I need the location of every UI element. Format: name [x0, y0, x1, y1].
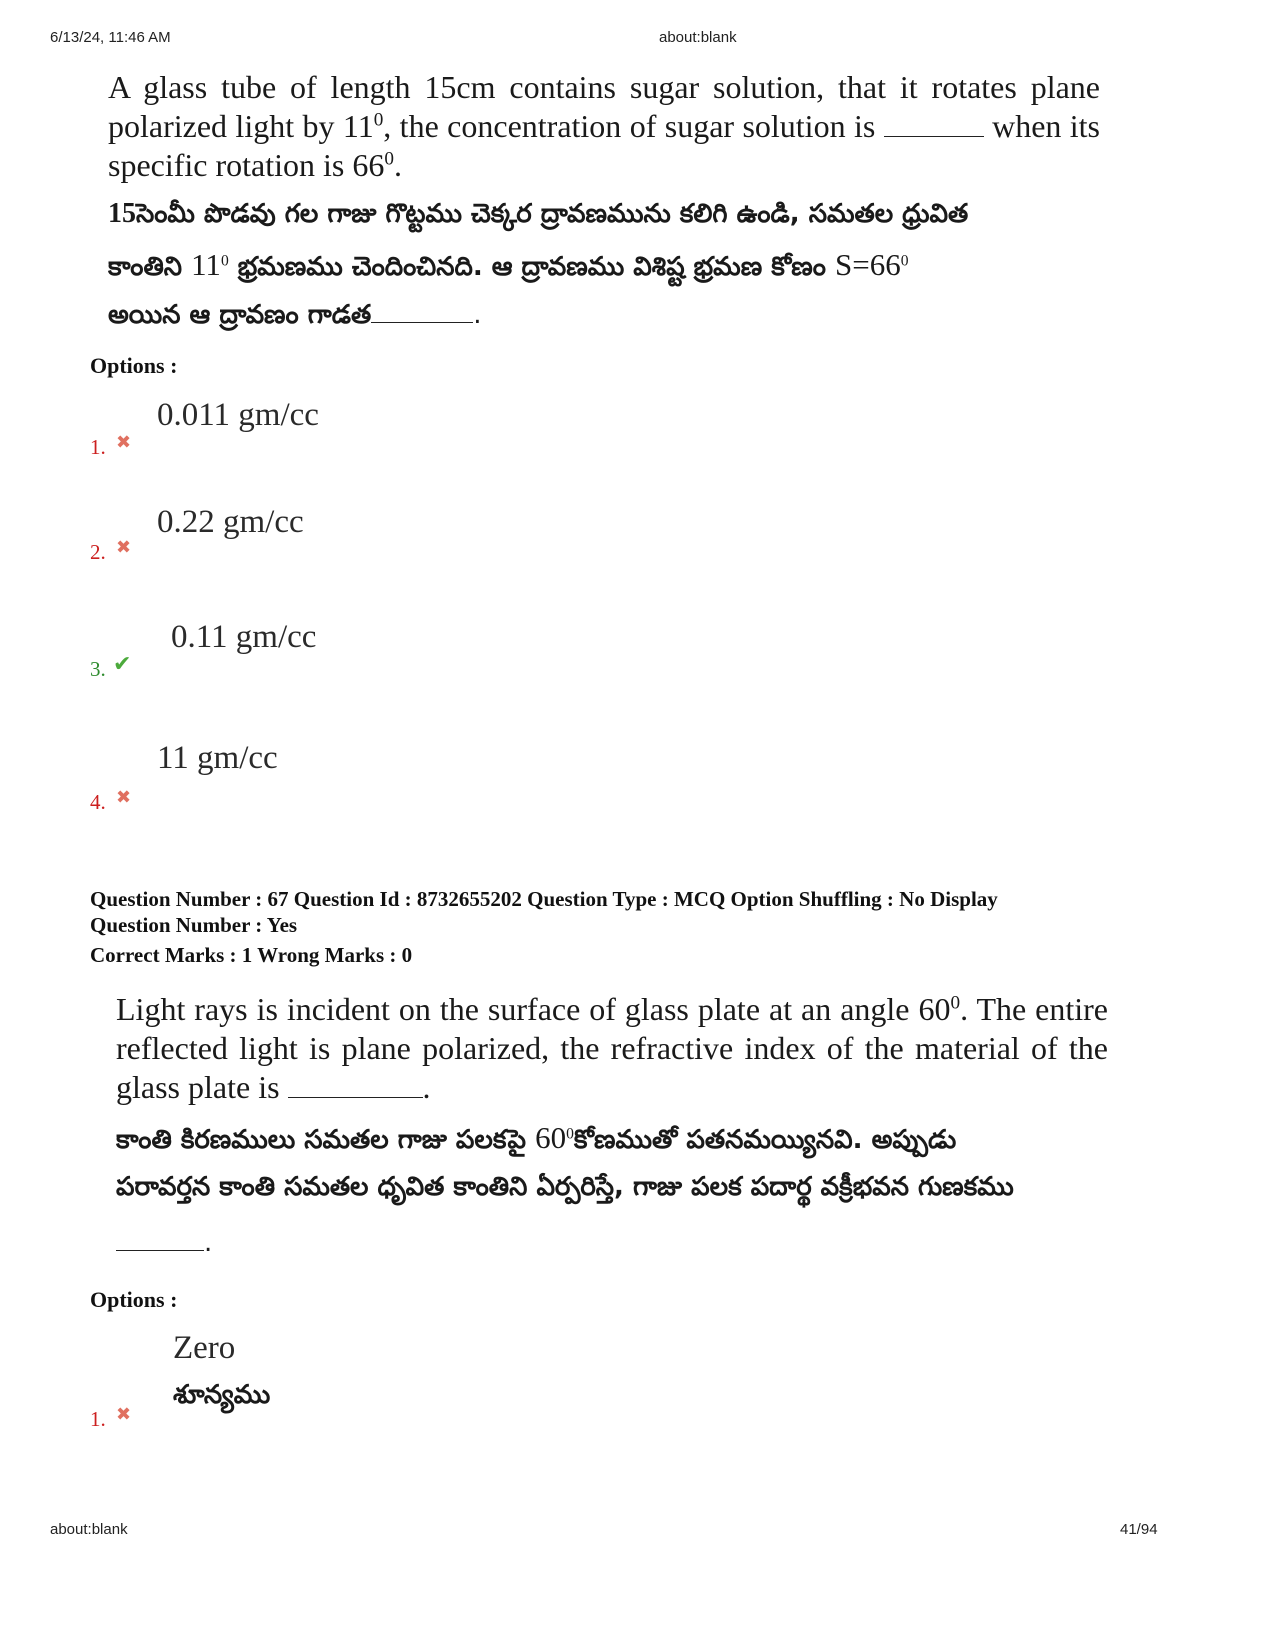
- option-1-number: 1.: [90, 435, 106, 459]
- option-3-text: 0.11 gm/cc: [171, 619, 317, 655]
- print-page-title: about:blank: [659, 29, 737, 46]
- question-meta-line-2: Question Number : Yes: [90, 913, 298, 937]
- question-meta: [90, 886, 1190, 968]
- print-datetime: 6/13/24, 11:46 AM: [50, 29, 171, 46]
- cross-icon: ✖: [116, 432, 132, 453]
- print-footer-url: about:blank: [50, 1521, 128, 1538]
- check-icon: ✔: [113, 652, 132, 677]
- question-meta-line-1: Question Number : 67 Question Id : 8732655202 Question Type : MCQ Option Shuffling : No Display: [90, 887, 998, 911]
- question-meta-line-3: Correct Marks : 1 Wrong Marks : 0: [90, 943, 413, 967]
- cross-icon: ✖: [116, 1404, 132, 1425]
- options-label: Options :: [90, 1287, 178, 1312]
- print-page-number: 41/94: [1120, 1521, 1158, 1538]
- question-text-english: Light rays is incident on the surface of glass plate at an angle $60^0$. The entire reflected light is plane polarized, the refractive index of the material of the glass plate is .: [116, 991, 1109, 1105]
- question-text-telugu-line-2: కాంతిని $11^0$ భ్రమణము చెందించినది. ఆ ద్రావణము విశిష్ట భ్రమణ కోణం $S=66^0$: [108, 247, 909, 282]
- option-1-text-telugu: శూన్యము: [173, 1380, 271, 1410]
- option-1-text: 0.011 gm/cc: [157, 397, 319, 433]
- option-2-number: 2.: [90, 540, 106, 564]
- option-1-text: Zero: [173, 1330, 236, 1366]
- option-1-number: 1.: [90, 1407, 106, 1431]
- cross-icon: ✖: [116, 787, 132, 808]
- question-text-telugu-line-3: .: [116, 1228, 212, 1258]
- question-text-telugu-line-2: పరావర్తన కాంతి సమతల ధృవిత కాంతిని ఏర్పరిస్తే, గాజు పలక పదార్థ వక్రీభవన గుణకము: [116, 1172, 1014, 1202]
- question-text-telugu-line-3: అయిన ఆ ద్రావణం గాడత .: [108, 300, 482, 330]
- option-4-number: 4.: [90, 790, 106, 814]
- option-2-text: 0.22 gm/cc: [157, 504, 304, 540]
- question-text-english: A glass tube of length 15cm contains sugar solution, that it rotates plane polarized light by $11^0$, the concentration of sugar solution is when its specific rotation is $66^0$.: [108, 69, 1101, 183]
- question-text-telugu-line-1: కాంతి కిరణములు సమతల గాజు పలకపై $60^0కోణముతో$ పతనమయ్యినవి. అప్పుడు: [116, 1120, 957, 1155]
- question-text-telugu-line-1: 15సెంమీ పొడవు గల గాజు గొట్టము చెక్కర ద్రావణమును కలిగి ఉండి, సమతల ధ్రువిత: [108, 198, 969, 229]
- option-4-text: 11 gm/cc: [157, 740, 278, 776]
- option-3-number: 3.: [90, 657, 106, 681]
- cross-icon: ✖: [116, 537, 132, 558]
- options-label: Options :: [90, 353, 178, 378]
